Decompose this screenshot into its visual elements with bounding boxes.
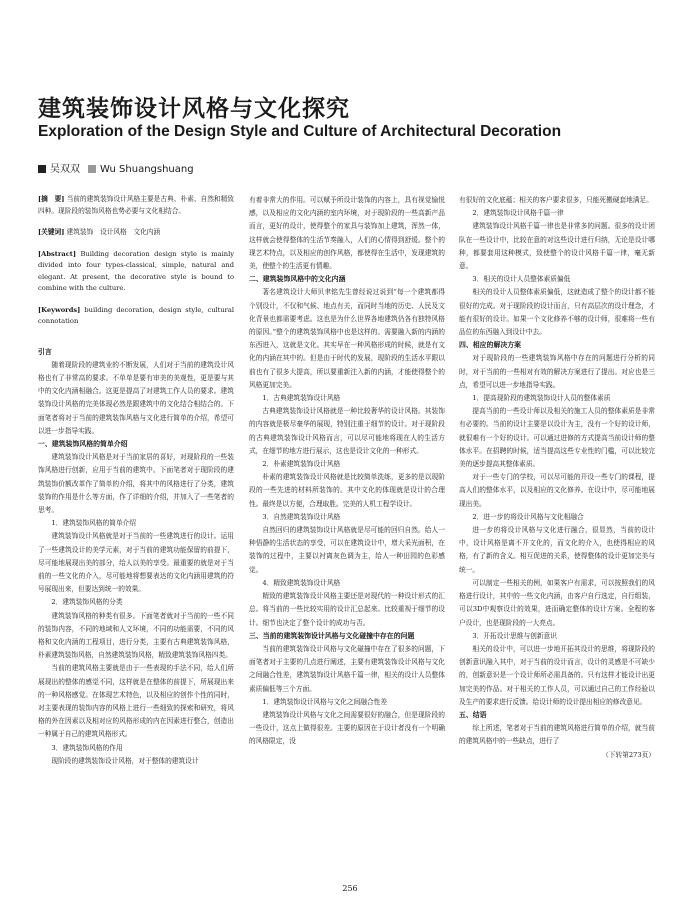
section-heading: 二、建筑装饰风格中的文化内涵 — [249, 275, 346, 284]
paragraph: 可以制定一些相关的例，如果客户有需求，可以按照我们的风格进行设计，其中的一些文化内涵，由客户自行选定，自行组装，可以3D中观察设计的效果，进而确定整体的设计方案。全程的客户设计，也是现阶段的一大亮点。 — [459, 578, 655, 627]
paragraph: 综上所述，笔者对于当前的建筑风格进行简单的介绍，就当前的建筑风格中的一些缺点，进行了 — [459, 724, 655, 746]
section-heading: 四、相应的解决方案 — [459, 341, 522, 350]
section-heading-intro: 引言 — [38, 347, 52, 356]
author-english: Wu Shuangshuang — [100, 164, 194, 175]
paragraph: 对于现阶段的一些建筑装饰风格中存在的问题进行分析的同时，对于当前的一些相对有效的解决方案进行了提出。对应也是三点，希望可以进一步地指导实践。 — [459, 354, 655, 389]
subsection-heading: 2．建筑装饰设计风格千篇一律 — [472, 209, 564, 218]
subsection-heading: 2．朴素建筑装饰设计风格 — [262, 460, 341, 469]
abstract-en-text: Building decoration design style is mainly divided into four types-classical, simple, natural and elegant. At present, the decorative style is bound to combine with the culture. — [38, 249, 234, 292]
section-heading: 三、当前的建筑装饰设计风格与文化碰撞中存在的问题 — [249, 631, 415, 640]
column-3 — [459, 194, 655, 762]
paragraph: 建筑装饰设计风格就是对于当前的一些建筑进行的设计。运用了一些建筑设计的美学元素，对于当前的建筑功能保留的前提下，尽可能地展现出美的部分，给人以美的享受。最重要的就是对于当前的一些文化的介入，尽可能地将想要表达的文化内涵用建筑的符号展现出来，但要达到统一的效果。 — [38, 532, 234, 594]
subsection-heading: 1．提高现阶段的建筑装饰设计人员的整体素质 — [472, 394, 611, 403]
abstract-en — [38, 249, 234, 295]
paragraph: 建筑装饰风格的种类有很多。下面笔者就对于当前的一些不同的装饰内容，不同的地域和人文环境，不同的功能需要，不同的风格和文化内涵的工程项目，进行分类，主要有古典建筑装饰风格，朴素建筑装饰风格，自然建筑装饰风格，精致建筑装饰风格四类。 — [38, 611, 234, 660]
paragraph: 有着非常大的作用。可以赋予所设计装饰的内容上，具有视觉愉悦感，以及相应的文化内涵的室内环境，对于现阶段的一些高新产品而言，更好的设计，使得整个的家具与装饰加上建筑，浑然一体，这样就会使得整体的生活节奏融入，人们的心情得到舒缓。整个的现艺术特点，以及相应的创作风格，都使得在生活中，发现建筑的美，使整个的生活更有情趣。 — [249, 196, 445, 271]
paragraph: 精致的建筑装饰设计风格主要还是对现代的一种设计形式的汇总。将当前的一些比较实用的设计汇总起来。比较重视于细节的设计。细节也决定了整个设计的成功与否。 — [249, 592, 445, 627]
author-line — [38, 160, 194, 175]
abstract-cn-label: [摘 要] — [38, 195, 65, 203]
page-number: 256 — [342, 884, 358, 893]
paragraph: 提高当前的一些设计师以及相关的施工人员的整体素质是非常有必要的。当前的设计主要是以设计为主，没有一个好的设计师，就很难有一个好的设计。可以通过进修的方式提高当前设计师的整体水平。在招聘的时候，适当提高这些专业性的门槛，可以比较完美的逐步提高其整体素质。 — [459, 407, 655, 469]
keywords-en-text: building decoration, design style, cultural connotation — [38, 305, 234, 325]
keywords-cn — [38, 227, 234, 239]
paragraph: 著名建筑设计大师贝聿铭先生曾经说过说到“每一个建筑都得个别设计，不仅和气候、地点有关，而同时当地的历史、人民及文化背景也都需要考虑。这也是为什么世界各地建筑仍各有独特风格的原因。”整个的建筑装饰风格中也是这样的。需要融入新的内涵的东西进入，这就是文化。其实早在一种风格形成的时候，就是有文化的内涵在其中的。但是由于时代的发展，现阶段的生活水平跟以前也有了很多大提高，所以要重新注入新的内涵，才能使得整个的风格更加完美。 — [249, 288, 445, 389]
subsection-heading: 1．古典建筑装饰设计风格 — [262, 394, 341, 403]
author-chinese: 吴双双 — [50, 164, 80, 175]
paragraph: 建筑装饰设计风格与文化之间需要很好的融合，但是现阶段的一些设计，这点上做得很差。主要的原因在于设计者没有一个明确的风格限定，没 — [249, 710, 445, 746]
subsection-heading: 3．开拓设计思维与创新意识 — [472, 631, 557, 640]
paragraph: 现阶段的建筑装饰设计风格，对于整体的建筑设计 — [51, 756, 199, 765]
paragraph: 古典建筑装饰设计风格就是一种比较奢华的设计风格。其装饰的内容就是极尽豪华的展现，特别注重于细节的设计。对于现阶段的古典建筑装饰设计风格而言，可以尽可能地将现在人的生活方式，在细节的地方进行展示，这也是设计文化的一种形式。 — [249, 407, 445, 455]
paragraph: 有很好的文化底蕴；相关的客户要求很多，只能死搬硬套地满足。 — [459, 196, 653, 204]
section-heading: 五、结语 — [459, 710, 487, 719]
title-english: Exploration of the Design Style and Culture of Architectural Decoration — [38, 123, 562, 140]
paragraph: 朴素的建筑装饰设计风格就是比较简单洗练，更多的是以现阶段的一些先进的材料所装饰的。其中文化的体现就是设计的合理性。最终是以方便，合理取胜。完美的人机工程学设计。 — [249, 473, 445, 508]
subsection-heading: 1．建筑装饰设计风格与文化之间融合性差 — [262, 697, 388, 706]
paragraph: 进一步的将设计风格与文化进行融合，很显然，当前的设计中，设计风格是离不开文化的，而文化的介入，也使得相应的风格，有了新的含义。相互促进的关系，使得整体的设计更加完美与统一。 — [459, 526, 655, 574]
square-marker-gray-icon — [88, 165, 96, 173]
paragraph: 相关的设计人员整体素质偏低，这就造成了整个的设计都不能很好的完成。对于现阶段的设计而言，只有高层次的设计理念，才能有很好的设计。如果一个文化修养不够的设计师，很难将一些有品位的东西融入到设计中去。 — [459, 288, 655, 337]
paragraph: 相关的设计中，可以进一步地开拓其设计的思维，将现阶段的创新意识融入其中，对于当前的设计而言，设计的灵感是不可缺少的，创新意识是一个设计师所必需具备的。只有这样才能设计出更加完美的作品。对于相关的工作人员，可以通过自己的工作经验以及生产的要求进行反馈。给设计师的设计提出相应的修改意见。 — [459, 644, 655, 706]
square-marker-icon — [38, 165, 46, 173]
paragraph: 建筑装饰设计风格是对于当前家居的喜好，对现阶段的一些装饰风格进行创新，应用于当前的建筑中。下面笔者对于现阶段的建筑装饰价额改革作了简单的介绍，将其中的风格进行了分类，建筑装饰的作用是什么等方面，作了详细的介绍，并加入了一些笔者的思考。 — [38, 453, 234, 514]
keywords-cn-text: 建筑装饰 设计风格 文化内涵 — [66, 228, 161, 236]
paragraph: 随着现阶段的建筑业的不断发展，人们对于当前的建筑设计风格也有了非常高的要求。不单单是要有审美的美观性，更是要与其中的文化内涵相融合。这更是提高了对建筑工作人员的要求。建筑装饰设计风格的完美体现必然是跟建筑中的文化结合相结合的。下面笔者将对于当前的建筑装饰风格与文化进行简单的介绍，希望可以进一步指导实践。 — [38, 360, 234, 435]
keywords-en — [38, 305, 234, 328]
subsection-heading: 4．精致建筑装饰设计风格 — [262, 578, 341, 587]
keywords-en-label: [Keywords] — [38, 305, 81, 314]
paragraph: 当前的建筑装饰设计风格与文化碰撞中存在了很多的问题，下面笔者对于主要的几点进行阐述，主要有建筑装饰设计风格与文化之间融合性差，建筑装饰设计风格千篇一律，相关的设计人员整体素质偏低等三个方面。 — [249, 644, 445, 693]
paragraph: 当前的建筑风格主要就是由于一些表现的手法不同，给人们所展现出的整体的感觉不同，这样就是在整体的前提下，所展现出来的一种风格感觉。在体现艺术特色，以及相应的创作个性的同时，对主要表现的装饰内容的风格上进行一些细致的探索和研究，将风格的外在因素以及相对应的风格形成的内在因素进行整合，创造出一种属于自己的建筑风格形式。 — [38, 664, 234, 739]
keywords-cn-label: [关键词] — [38, 228, 65, 236]
column-1 — [38, 194, 234, 768]
subsection-heading: 2．建筑装饰风格的分类 — [51, 598, 123, 607]
title-chinese: 建筑装饰设计风格与文化探究 — [38, 96, 350, 122]
section-heading: 一、建筑装饰风格的简单介绍 — [38, 439, 128, 448]
abstract-cn — [38, 194, 234, 217]
column-2 — [249, 194, 445, 749]
paragraph: 对于一些专门的学校，可以尽可能的开设一些专门的课程，提高人们的整体水平，以及相应的文化修养。在设计中，尽可能地展现出美。 — [459, 473, 655, 508]
subsection-heading: 2．进一步的将设计风格与文化相融合 — [472, 512, 584, 521]
subsection-heading: 3．相关的设计人员整体素质偏低 — [472, 275, 571, 284]
subsection-heading: 3．自然建筑装饰设计风格 — [262, 512, 341, 521]
paragraph: 建筑装饰设计风格千篇一律也是非常多的问题。很多的设计团队在一些设计中，比较在意的对这些设计进行归纳，无论是设计哪种，都要套用这种模式，致使整个的设计风格千篇一律，毫无新意。 — [459, 222, 655, 271]
abstract-en-label: [Abstract] — [38, 249, 77, 258]
subsection-heading: 1．建筑装饰风格的简单介绍 — [51, 519, 136, 528]
subsection-heading: 3．建筑装饰风格的作用 — [51, 743, 123, 752]
abstract-cn-text: 当前的建筑装饰设计风格主要是古典、朴素、自然和精致四种。现阶段的装饰风格也势必要与文化相结合。 — [38, 195, 234, 215]
continued-note: （下转第273页） — [602, 750, 655, 759]
paragraph: 自然回归的建筑装饰设计风格就是尽可能的回归自然。给人一种悟静的生活状态的享受，可以在建筑设计中，增大采光面积，在装饰的过程中，主要以衬离灰色调为主，给人一种田园的色彩感觉。 — [249, 526, 445, 574]
